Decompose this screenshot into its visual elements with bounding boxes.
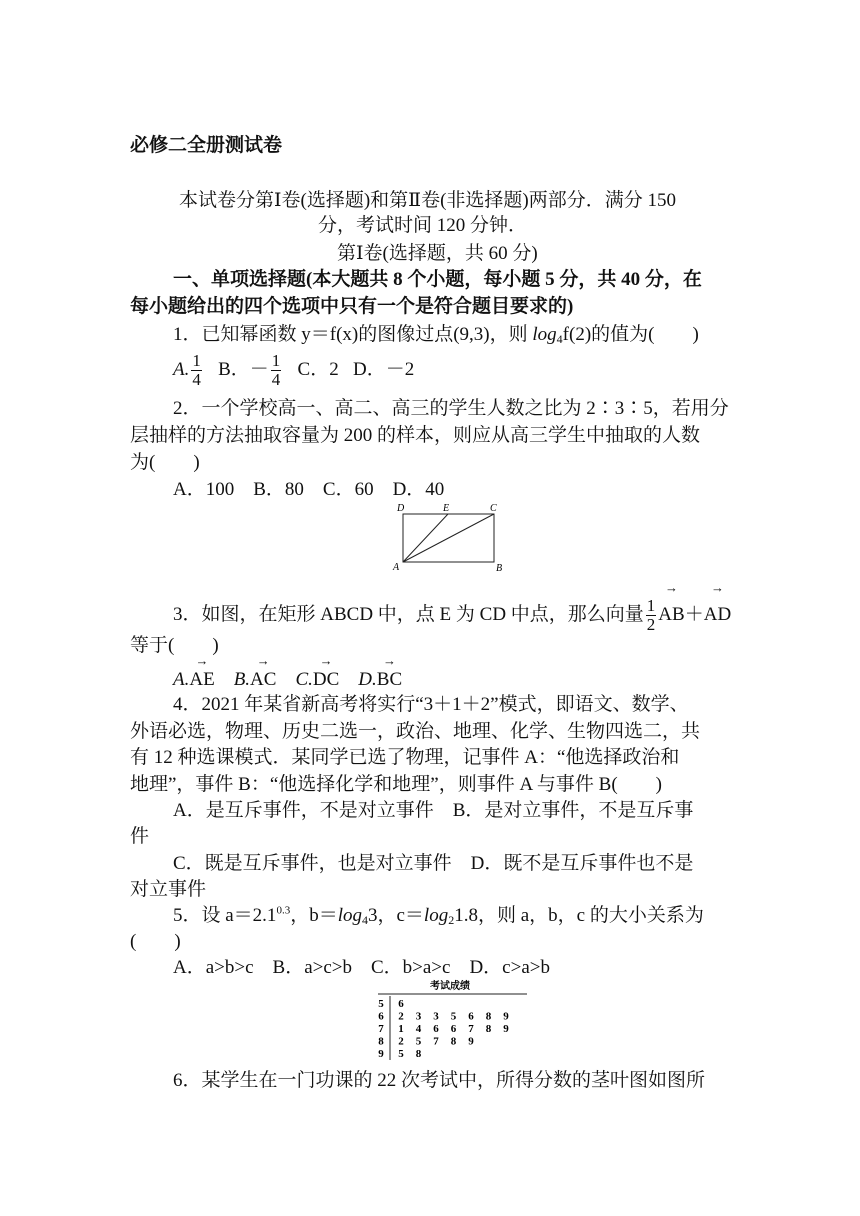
q3-option-a-label: A. [173,669,190,690]
leaf-value: 6 [398,998,404,1010]
intro-line-2: 分，考试时间 120 分钟． [318,215,528,236]
leaf-value: 1 [398,1023,404,1035]
q1-option-c: C．2 [297,359,339,380]
label-d: D [397,503,405,514]
q3-stem-text: 3．如图，在矩形 ABCD 中，点 E 为 CD 中点，那么向量 [173,604,644,625]
q5-stem [173,904,704,928]
q3-options [173,668,402,692]
segment-ae [403,514,448,562]
q3-option-a-vector: AE → [189,668,214,692]
q3-option-b-label: B. [233,669,251,690]
q4-line-7: C．既是互斥事件，也是对立事件 D．既不是互斥事件也不是 [173,853,694,874]
leaf-value: 2 [398,1035,404,1048]
q5-options: A．a>b>c B．a>c>b C．b>a>c D．c>a>b [173,957,550,978]
q2-options: A．100 B．80 C．60 D．40 [173,479,445,500]
q3-frac-num: 1 [646,596,656,616]
stem-leaf-plot [372,978,532,1062]
q5-log2-base: 2 [448,913,455,927]
q5-log1: log [337,905,362,926]
q3-option-c-label: C. [295,669,313,690]
segment-ac [403,514,494,562]
stem-value: 7 [378,1023,384,1035]
q3-stem [173,595,731,635]
q5-post: 1.8，则 a，b，c 的大小关系为 [454,905,704,926]
stem-value: 6 [378,1010,384,1023]
leaf-value: 6 [468,1010,474,1023]
q4-line-4: 地理”，事件 B：“他选择化学和地理”，则事件 A 与事件 B( ) [130,774,662,795]
q4-line-5: A．是互斥事件，不是对立事件 B．是对立事件，不是互斥事 [173,800,694,821]
q4-line-3: 有 12 种选课模式．某同学已选了物理，记事件 A：“他选择政治和 [130,747,680,768]
label-e: E [443,503,450,514]
q5-log2: log [423,905,449,926]
q3-fraction [646,597,657,634]
vector-ab: AB → [658,595,684,635]
section-title: 第Ⅰ卷(选择题，共 60 分) [337,243,538,264]
q1-options [173,350,414,390]
leaf-value: 3 [433,1010,439,1023]
leaf-value: 2 [398,1010,404,1023]
q2-line-3: 为( ) [130,452,200,473]
q3-option-d-label: D. [358,669,377,690]
leaf-value: 4 [415,1023,422,1035]
q5-pre: 5．设 a＝2.1 [173,905,277,926]
q4-line-1: 4．2021 年某省新高考将实行“3＋1＋2”模式，即语文、数学、 [173,694,689,715]
q1-log-base: 4 [556,332,563,346]
q1-option-d: D．－2 [352,359,415,380]
page-title: 必修二全册测试卷 [130,135,283,156]
leaf-value: 7 [468,1023,474,1035]
vector-ad: AD → [704,595,731,635]
q1-frac1-den: 4 [192,370,201,390]
stem-value: 9 [378,1048,384,1060]
q1-frac2-num: 1 [271,351,281,371]
label-a: A [393,562,400,573]
q5-line-2: ( ) [130,931,181,952]
leaf-value: 9 [503,1010,509,1023]
leaf-value: 8 [450,1035,457,1048]
leaf-value: 6 [433,1023,439,1035]
q1-frac2-den: 4 [271,370,281,390]
leaf-value: 8 [415,1048,422,1060]
q5-log1-base: 4 [361,913,368,927]
leaf-value: 9 [503,1023,509,1035]
label-b: B [496,563,503,574]
stem-value: 5 [378,998,384,1010]
q2-line-2: 层抽样的方法抽取容量为 200 的样本，则应从高三学生中抽取的人数 [130,425,701,446]
leaf-value: 6 [450,1023,457,1035]
label-c: C [490,503,497,514]
q3-line-2: 等于( ) [130,635,219,656]
q3-option-d-vector: BC → [377,668,402,692]
q1-option-b-label: B．－ [218,359,269,380]
q1-stem-text: 1．已知幂函数 y＝f(x)的图像过点(9,3)，则 [173,324,533,345]
q1-frac1-num: 1 [192,351,201,371]
q1-stem-end: f(2)的值为( ) [562,324,699,345]
q5-mid1: ，b＝ [290,905,338,926]
q4-line-2: 外语必选，物理、历史二选一，政治、地理、化学、生物四选二，共 [130,721,701,742]
q3-plus: ＋ [684,604,704,625]
q2-line-1: 2．一个学校高一、高二、高三的学生人数之比为 2∶3∶5，若用分 [173,398,729,419]
leaf-value: 5 [415,1035,422,1048]
q1-log: log [532,324,557,345]
q3-option-b-vector: AC → [250,668,276,692]
part-title-line-2: 每小题给出的四个选项中只有一个是符合题目要求的) [130,296,574,317]
q3-frac-den: 2 [646,615,656,635]
intro-line-1: 本试卷分第Ⅰ卷(选择题)和第Ⅱ卷(非选择题)两部分．满分 150 [179,190,676,211]
leaf-value: 9 [468,1035,474,1048]
q1-option-a-label: A. [173,359,190,380]
q4-line-6: 件 [130,826,150,847]
rectangle-figure [390,500,510,574]
q4-line-8: 对立事件 [130,879,207,900]
leaf-value: 8 [485,1023,492,1035]
leaf-value: 5 [450,1010,457,1023]
stem-value: 8 [378,1035,384,1048]
q5-mid2: 3，c＝ [367,905,424,926]
q3-option-c-vector: DC → [313,668,339,692]
leaf-value: 7 [433,1035,439,1048]
q6-line-1: 6．某学生在一门功课的 22 次考试中，所得分数的茎叶图如图所 [173,1070,706,1091]
q5-exponent: 0.3 [276,904,291,917]
q1-option-a-fraction [191,352,202,389]
leaf-value: 5 [398,1048,404,1060]
part-title-line-1: 一、单项选择题(本大题共 8 个小题，每小题 5 分，共 40 分，在 [173,269,702,290]
leaf-value: 3 [415,1010,422,1023]
stem-leaf-title: 考试成绩 [430,981,470,992]
q1-stem [173,323,699,347]
q1-option-b-fraction [271,352,282,389]
leaf-value: 8 [485,1010,492,1023]
